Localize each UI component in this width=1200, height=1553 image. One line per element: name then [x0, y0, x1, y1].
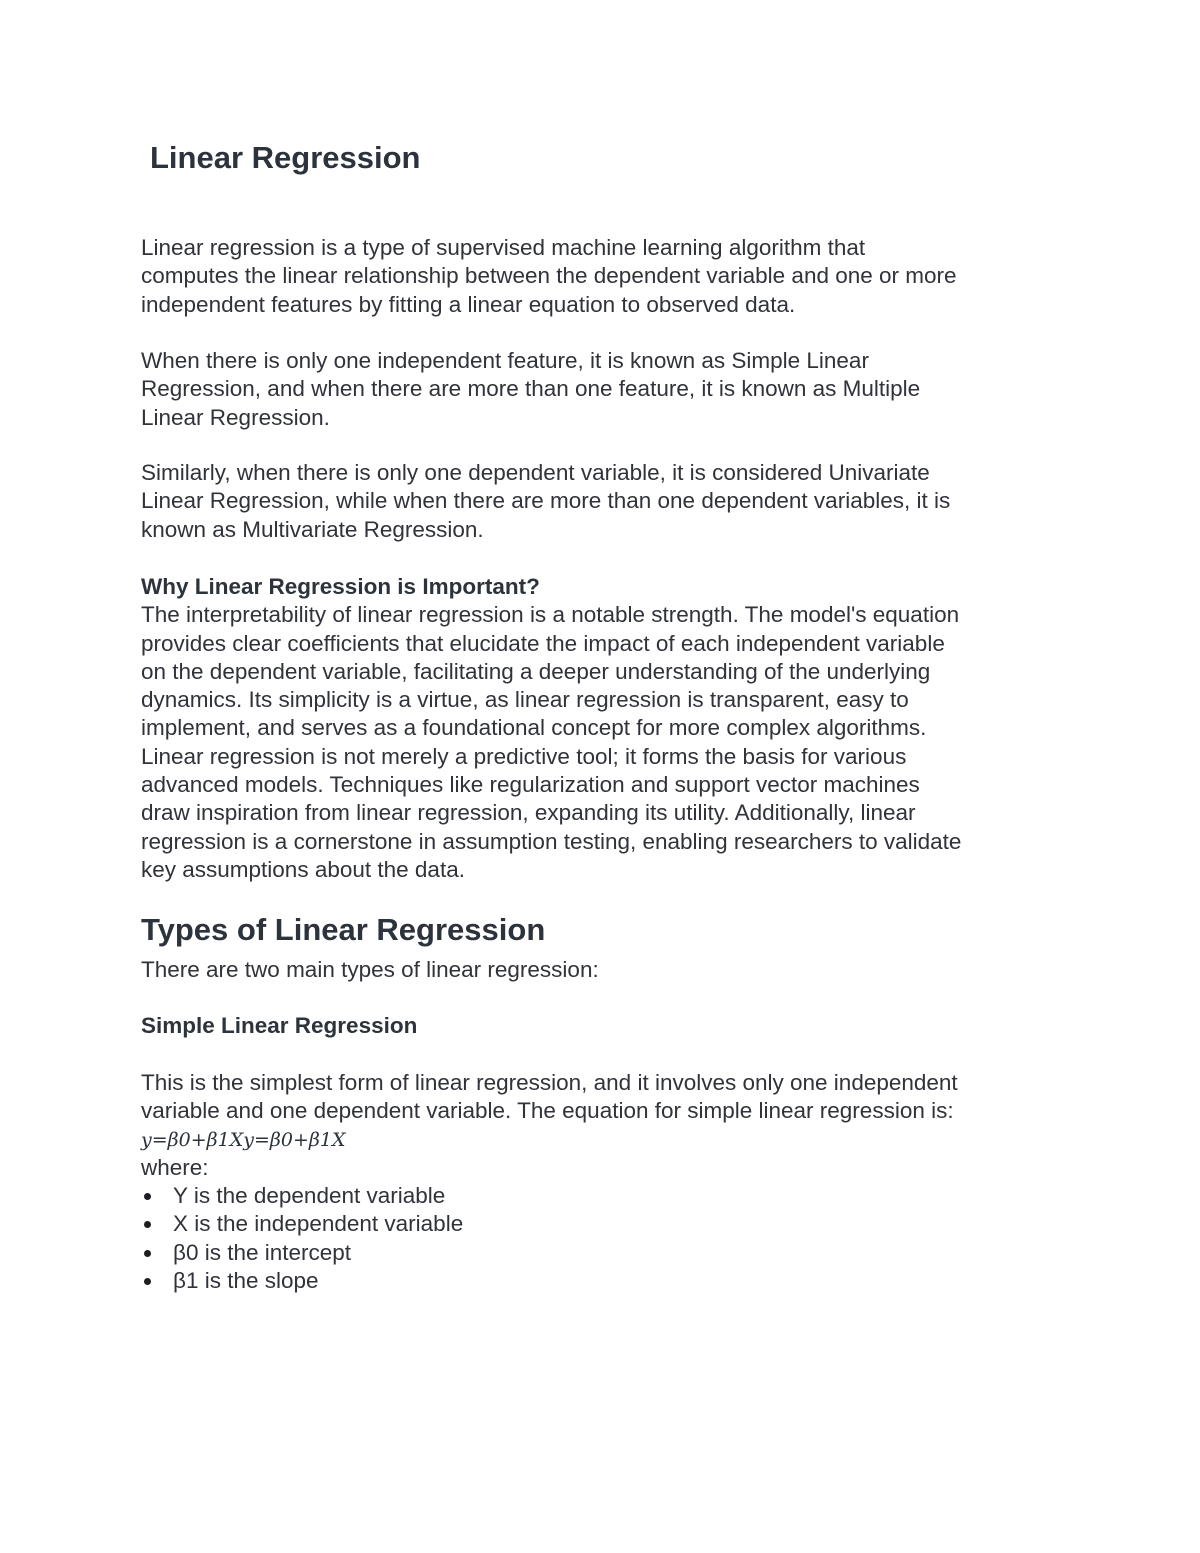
types-intro [141, 956, 599, 984]
text-line: The interpretability of linear regression is a notable strength. The model's equation [141, 602, 960, 628]
text-line: independent features by fitting a linear equation to observed data. [141, 291, 796, 317]
list-item [141, 1239, 958, 1267]
text-line: implement, and serves as a foundational concept for more complex algorithms. [141, 715, 927, 741]
text-line: Similarly, when there is only one dependent variable, it is considered Univariate [141, 460, 930, 485]
list-item-text: β0 is the intercept [173, 1239, 352, 1265]
text-line: Linear regression is not merely a predictive tool; it forms the basis for various [141, 743, 907, 769]
list-item [141, 1267, 958, 1295]
list-item-text: X is the independent variable [173, 1211, 464, 1237]
simple-regression-heading: Simple Linear Regression [141, 1013, 418, 1038]
types-heading: Types of Linear Regression [141, 912, 546, 947]
variable-list [141, 1182, 958, 1295]
text-line: There are two main types of linear regression: [141, 957, 599, 982]
why-heading: Why Linear Regression is Important? [141, 574, 540, 599]
text-line: provides clear coefficients that elucidate the impact of each independent variable [141, 630, 945, 656]
simple-regression-section [141, 1069, 958, 1295]
text-line: computes the linear relationship between the dependent variable and one or more [141, 263, 957, 289]
list-item-text: Y is the dependent variable [173, 1183, 446, 1209]
list-item [141, 1182, 958, 1210]
text-line: known as Multivariate Regression. [141, 516, 484, 542]
text-line: advanced models. Techniques like regularization and support vector machines [141, 772, 920, 798]
list-item [141, 1210, 958, 1238]
document-title: Linear Regression [150, 140, 421, 175]
bullet-icon [144, 1193, 151, 1200]
intro-paragraph-3 [141, 459, 950, 544]
intro-paragraph-1 [141, 234, 957, 319]
text-line: variable and one dependent variable. The equation for simple linear regression is: [141, 1098, 954, 1124]
text-line: When there is only one independent feature, it is known as Simple Linear [141, 348, 869, 373]
list-item-text: β1 is the slope [173, 1268, 319, 1294]
text-line: Linear regression is a type of supervised machine learning algorithm that [141, 235, 866, 260]
text-line: on the dependent variable, facilitating a deeper understanding of the underlying [141, 658, 931, 684]
simple-regression-heading-block [141, 1012, 417, 1040]
text-line: draw inspiration from linear regression, expanding its utility. Additionally, linear [141, 800, 916, 826]
why-section [141, 573, 961, 884]
text-line: This is the simplest form of linear regression, and it involves only one independent [141, 1070, 958, 1095]
text-line: dynamics. Its simplicity is a virtue, as linear regression is transparent, easy to [141, 687, 909, 713]
text-line: Regression, and when there are more than one feature, it is known as Multiple [141, 376, 921, 402]
intro-paragraph-2 [141, 347, 920, 432]
text-line: Linear Regression. [141, 404, 330, 430]
text-line: regression is a cornerstone in assumption testing, enabling researchers to validate [141, 828, 962, 854]
where-label: where: [141, 1154, 209, 1180]
regression-equation: y=β0+β1Xy=β0+β1X [141, 1128, 346, 1151]
bullet-icon [144, 1221, 151, 1228]
bullet-icon [144, 1278, 151, 1285]
bullet-icon [144, 1250, 151, 1257]
text-line: Linear Regression, while when there are more than one dependent variables, it is [141, 488, 951, 514]
text-line: key assumptions about the data. [141, 856, 465, 882]
